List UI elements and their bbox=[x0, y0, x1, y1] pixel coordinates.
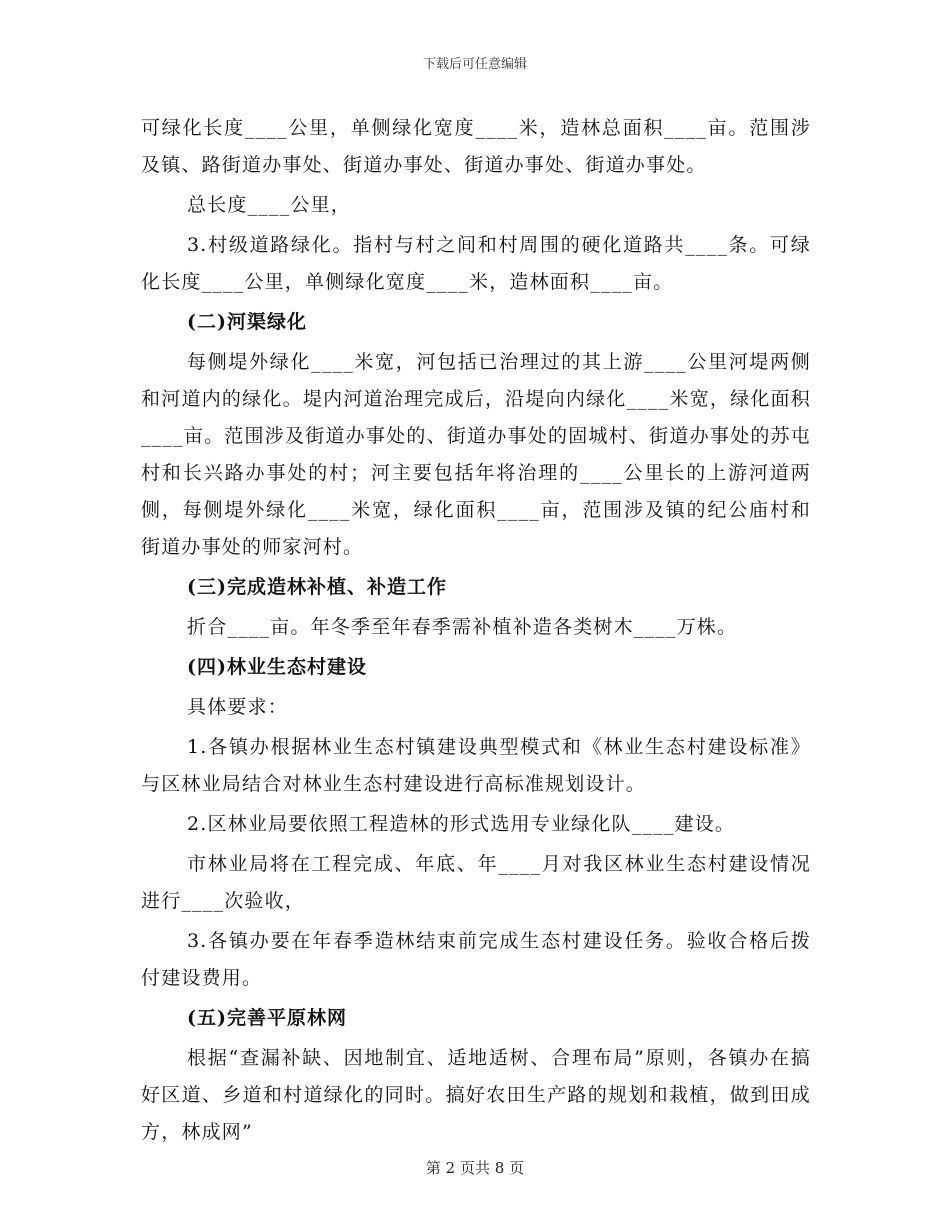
paragraph: 2.区林业局要依照工程造林的形式选用专业绿化队____建设。 bbox=[187, 813, 736, 835]
section-heading: (三)完成造林补植、补造工作 bbox=[187, 576, 447, 598]
paragraph: 市林业局将在工程完成、年底、年____月对我区林业生态村建设情况进行____次验收， bbox=[141, 853, 811, 912]
paragraph: 1.各镇办根据林业生态村镇建设典型模式和《林业生态村建设标准》与区林业局结合对林业生态村建设进行高标准规划设计。 bbox=[141, 736, 811, 795]
page-header: 下载后可任意编辑 bbox=[422, 57, 527, 72]
paragraph: 每侧堤外绿化____米宽，河包括已治理过的其上游____公里河堤两侧和河道内的绿化。堤内河道治理完成后，沿堤向内绿化____米宽，绿化面积____亩。范围涉及街道办事处的、街道办事处的固城村、街道办事处的苏屯村和长兴路办事处的村；河主要包括年将治理的____公里长的上游河道两侧，每侧堤外绿化____米宽，绿化面积____亩，范围涉及镇的纪公庙村和街道办事处的师家河村。 bbox=[141, 351, 811, 558]
section-heading: (四)林业生态村建设 bbox=[187, 656, 367, 678]
paragraph: 3.各镇办要在年春季造林结束前完成生态村建设任务。验收合格后拨付建设费用。 bbox=[141, 930, 811, 989]
paragraph: 根据“查漏补缺、因地制宜、适地适树、合理布局”原则，各镇办在搞好区道、乡道和村道绿化的同时。搞好农田生产路的规划和栽植，做到田成方，林成网” bbox=[141, 1047, 811, 1143]
section-heading: (五)完善平原林网 bbox=[187, 1007, 347, 1029]
paragraph: 3.村级道路绿化。指村与村之间和村周围的硬化道路共____条。可绿化长度____公里，单侧绿化宽度____米，造林面积____亩。 bbox=[141, 234, 811, 293]
page-footer: 第 2 页共 8 页 bbox=[425, 1159, 525, 1177]
section-heading: (二)河渠绿化 bbox=[187, 311, 307, 333]
document-body bbox=[141, 110, 811, 1154]
paragraph: 折合____亩。年冬季至年春季需补植补造各类树木____万株。 bbox=[187, 616, 738, 638]
paragraph: 总长度____公里， bbox=[187, 194, 352, 216]
paragraph: 可绿化长度____公里，单侧绿化宽度____米，造林总面积____亩。范围涉及镇、路街道办事处、街道办事处、街道办事处、街道办事处。 bbox=[141, 117, 811, 176]
paragraph: 具体要求： bbox=[187, 696, 289, 718]
